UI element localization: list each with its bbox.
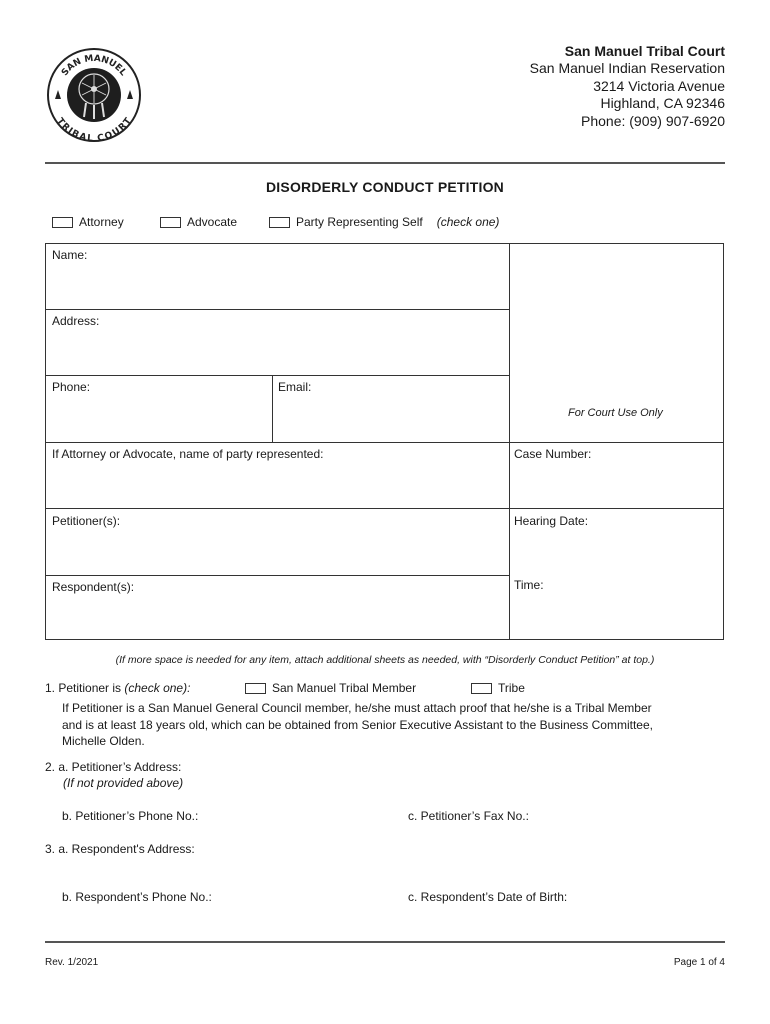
attorney-label: Attorney [79, 215, 124, 229]
grid-line [272, 375, 273, 442]
form-grid [45, 243, 724, 640]
tribal-member-label: San Manuel Tribal Member [272, 681, 417, 695]
tribe-option[interactable] [471, 680, 525, 697]
attorney-option[interactable] [52, 215, 124, 229]
tribal-member-checkbox[interactable] [245, 683, 266, 694]
footer-divider [45, 941, 725, 943]
self-option[interactable] [269, 215, 499, 229]
petitioners-field[interactable]: Petitioner(s): [52, 514, 121, 528]
advocate-label: Advocate [187, 215, 238, 229]
page-number: Page 1 of 4 [673, 957, 725, 968]
court-address-line: Highland, CA 92346 [600, 95, 725, 112]
tribe-checkbox[interactable] [471, 683, 492, 694]
q1-instruction-line: Michelle Olden. [62, 734, 145, 748]
respondents-field[interactable]: Respondent(s): [52, 580, 135, 594]
grid-line [46, 575, 509, 576]
q1-instructions [62, 700, 653, 750]
petitioner-address-hint: (If not provided above) [63, 776, 184, 790]
tribal-court-seal-logo [46, 47, 142, 143]
address-field[interactable]: Address: [52, 314, 100, 328]
q1-instruction-line: If Petitioner is a San Manuel General Council member, he/she must attach proof that he/she is a Tribal Member [62, 701, 652, 715]
grid-line [509, 244, 510, 640]
respondent-phone-field[interactable]: b. Respondent’s Phone No.: [62, 890, 212, 904]
respondent-address-field[interactable]: 3. a. Respondent's Address: [45, 842, 195, 856]
court-name: San Manuel Tribal Court [564, 43, 725, 59]
q1-check-one-hint: (check one): [124, 681, 191, 695]
grid-line [46, 508, 724, 509]
q1-label [45, 680, 190, 697]
q1-instruction-line: and is at least 18 years old, which can be obtained from Senior Executive Assistant to the Business Committee, [62, 717, 653, 732]
advocate-checkbox[interactable] [160, 217, 181, 228]
court-address-line: 3214 Victoria Avenue [593, 77, 725, 94]
court-contact-block [530, 43, 725, 130]
court-address-line: San Manuel Indian Reservation [529, 60, 725, 77]
tribe-label: Tribe [498, 681, 525, 695]
court-phone: Phone: (909) 907-6920 [581, 112, 725, 129]
party-represented-field[interactable]: If Attorney or Advocate, name of party represented: [52, 447, 324, 461]
tribal-member-option[interactable] [245, 680, 416, 697]
phone-field[interactable]: Phone: [52, 380, 91, 394]
seal-text-bottom: TRIBAL COURT [54, 116, 134, 143]
case-number-field[interactable]: Case Number: [514, 447, 592, 461]
check-one-hint: (check one) [436, 215, 500, 229]
advocate-option[interactable] [160, 215, 237, 229]
attorney-checkbox[interactable] [52, 217, 73, 228]
petitioner-address-field[interactable]: 2. a. Petitioner’s Address: [45, 760, 182, 774]
petitioner-phone-field[interactable]: b. Petitioner’s Phone No.: [62, 809, 199, 823]
seal-text-top: SAN MANUEL [60, 53, 128, 79]
self-label: Party Representing Self [296, 215, 423, 229]
revision-label: Rev. 1/2021 [45, 957, 99, 968]
page-title: DISORDERLY CONDUCT PETITION [266, 179, 504, 195]
q1-label-text: 1. Petitioner is [45, 681, 122, 695]
time-field[interactable]: Time: [514, 578, 544, 592]
court-use-only-label: For Court Use Only [568, 407, 663, 419]
self-checkbox[interactable] [269, 217, 290, 228]
grid-line [46, 309, 509, 310]
grid-line [46, 442, 724, 443]
header-divider [45, 162, 725, 164]
email-field[interactable]: Email: [278, 380, 312, 394]
hearing-date-field[interactable]: Hearing Date: [514, 514, 589, 528]
additional-space-note: (If more space is needed for any item, attach additional sheets as needed, with “Disorderly Conduct Petition” at top.) [115, 654, 655, 666]
respondent-dob-field[interactable]: c. Respondent’s Date of Birth: [408, 890, 568, 904]
grid-line [46, 375, 509, 376]
petitioner-fax-field[interactable]: c. Petitioner’s Fax No.: [408, 809, 529, 823]
name-field[interactable]: Name: [52, 248, 88, 262]
